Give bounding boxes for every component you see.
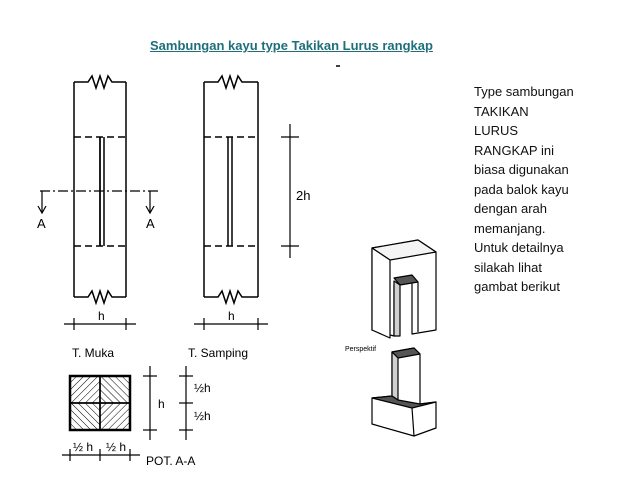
section-quadrant [70,376,100,403]
section-markers [38,191,160,213]
section-aa [70,376,130,430]
description-line: Untuk detailnya [474,240,564,255]
perspective-lower-piece [372,348,436,436]
description-line: Type sambungan [474,84,574,99]
description-line: gambat berikut [474,279,560,294]
front-break-top [74,76,126,88]
section-h-label: h [158,397,165,411]
description-line: dengan arah [474,201,548,216]
diagram-title: Sambungan kayu type Takikan Lurus rangkap [150,38,433,53]
side-view [204,76,258,303]
section-quadrant [100,376,130,403]
description-line: LURUS [474,123,519,138]
front-h-label: h [98,309,105,323]
front-break-bottom [74,291,126,303]
perspective-upper-side [372,248,390,338]
description-line: RANGKAP ini [474,142,554,158]
side-break-bottom [204,291,258,303]
front-view-label: T. Muka [72,346,115,360]
section-quadrant [70,403,100,430]
perspective-upper-inner [394,281,400,336]
section-half-h-right: ½ h [106,440,127,454]
side-view-label: T. Samping [188,346,249,360]
section-half-h-left: ½ h [73,440,94,454]
description-line: TAKIKAN [474,103,529,119]
section-quadrant [100,403,130,430]
perspective-label: Perspektif [345,346,377,353]
description-line: pada balok kayu [474,181,569,197]
description-line: memanjang. [474,220,546,236]
section-half-h-bottom: ½h [194,409,211,423]
side-beam-edges [204,82,258,297]
side-break-top [204,76,258,88]
dim-2h-label: 2h [296,188,311,203]
section-label-left: A [37,216,46,231]
section-title: POT. A-A [146,454,196,468]
perspective-lower-inner [392,352,398,400]
perspective-view [372,240,436,436]
section-label-right: A [146,216,155,231]
description-line: biasa digunakan [474,162,569,177]
section-half-h-top: ½h [194,381,211,395]
front-view [74,76,126,303]
side-h-label: h [228,309,235,323]
description-line: silakah lihat [474,259,542,275]
